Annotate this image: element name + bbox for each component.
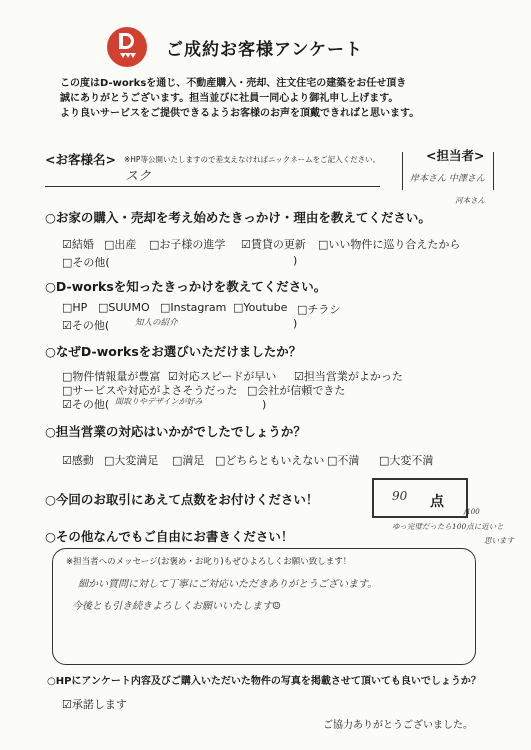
score-box[interactable] [372,478,468,518]
option-very-unsatisfied[interactable]: □大変不満 [379,454,434,467]
option-good-property[interactable]: □いい物件に巡り合えたから [318,238,461,251]
score-note-2: 思います [484,536,514,545]
customer-name-underline [45,186,380,187]
d-works-logo-icon [107,27,147,67]
option-hp[interactable]: □HP [62,301,88,314]
intro-line-1: この度はD-worksを通じ、不動産購入・売却、注文住宅の建築をお任せ頂き [60,78,407,89]
score-out-of: /100 [464,508,480,516]
option-property-info[interactable]: □物件情報量が豊富 [62,370,161,383]
footer-thanks: ご協力ありがとうございました。 [323,720,473,731]
staff-names: 岸本さん 中澤さん [410,174,485,184]
consent-question: ○HPにアンケート内容及びご購入いただいた物件の写真を掲載させて頂いても良いでしょうか？ [47,676,481,687]
staff-label: <担当者> [423,146,487,164]
customer-name-note: ※HP等公開いたしますので差支えなければニックネームをご記入ください。 [124,155,381,164]
score-value: 90 [392,489,408,503]
other-choice-value: 間取りやデザインが好み [115,397,203,406]
other-choice-close: ) [262,398,267,411]
option-neutral[interactable]: □どちらともいえない [215,454,325,467]
comment-line-1: 細かい質問に対して丁寧にご対応いただきありがとうございます。 [78,579,378,590]
option-fast-response[interactable]: ☑対応スピードが早い [168,370,277,383]
comment-box-note: ※担当者へのメッセージ(お褒め・お叱り)もぜひよろしくお願い致します！ [66,557,352,567]
option-other-choice[interactable]: ☑その他( [62,398,110,411]
option-instagram[interactable]: □Instagram [160,301,227,314]
option-consent-agree[interactable]: ☑承諾します [62,698,127,711]
option-marriage[interactable]: ☑結婚 [62,238,94,251]
customer-name-value: スク [125,169,152,184]
score-note-1: ゆっ完璧だったら100点に近いと [392,522,504,531]
option-satisfied[interactable]: □満足 [172,454,205,467]
question-why-chosen: ○なぜD-worksをお選びいただけましたか？ [45,344,302,359]
intro-line-2: 誠にありがとうございます。担当並びに社員一同心より御礼申し上げます。 [60,93,399,104]
question-how-found: ○D-worksを知ったきっかけを教えてください。 [45,279,327,294]
comment-line-2: 今後とも引き続きよろしくお願いいたします☺ [72,601,281,612]
question-score: ○今回のお取引にあえて点数をお付けください！ [45,492,319,507]
question-sales-rating: ○担当営業の対応はいかがでしたでしょうか？ [45,424,306,439]
staff-extra-name: 河本さん [455,196,485,205]
intro-line-3: より良いサービスをご提供できるようお客様のお声を頂戴できればと思います。 [60,108,420,119]
option-other-reason[interactable]: □その他( [62,256,110,269]
option-youtube[interactable]: □Youtube [233,301,288,314]
option-child-school[interactable]: □お子様の進学 [149,238,226,251]
option-good-sales-rep[interactable]: ☑担当営業がよかった [294,370,403,383]
other-reason-close: ) [293,254,298,267]
option-very-satisfied[interactable]: □大変満足 [104,454,159,467]
option-good-service[interactable]: □サービスや対応がよさそうだった [62,384,238,397]
option-flyer[interactable]: □チラシ [297,303,341,316]
option-unsatisfied[interactable]: □不満 [327,454,360,467]
option-birth[interactable]: □出産 [104,238,137,251]
other-source-value: 知人の紹介 [135,318,178,328]
option-impressed[interactable]: ☑感動 [62,454,94,467]
page-title: ご成約お客様アンケート [166,40,363,60]
option-trustworthy[interactable]: □会社が信頼できた [247,384,346,397]
option-rent-renewal[interactable]: ☑賃貸の更新 [241,238,306,251]
question-purchase-reason: ○お家の購入・売却を考え始めたきっかけ・理由を教えてください。 [45,210,431,225]
option-suumo[interactable]: □SUUMO [98,301,150,314]
option-other-source[interactable]: ☑その他( [62,319,110,332]
customer-name-label: <お客様名> [45,152,116,167]
question-free-comment: ○その他なんでもご自由にお書きください！ [45,529,294,544]
other-source-close: ) [293,317,298,330]
score-unit: 点 [430,494,444,510]
